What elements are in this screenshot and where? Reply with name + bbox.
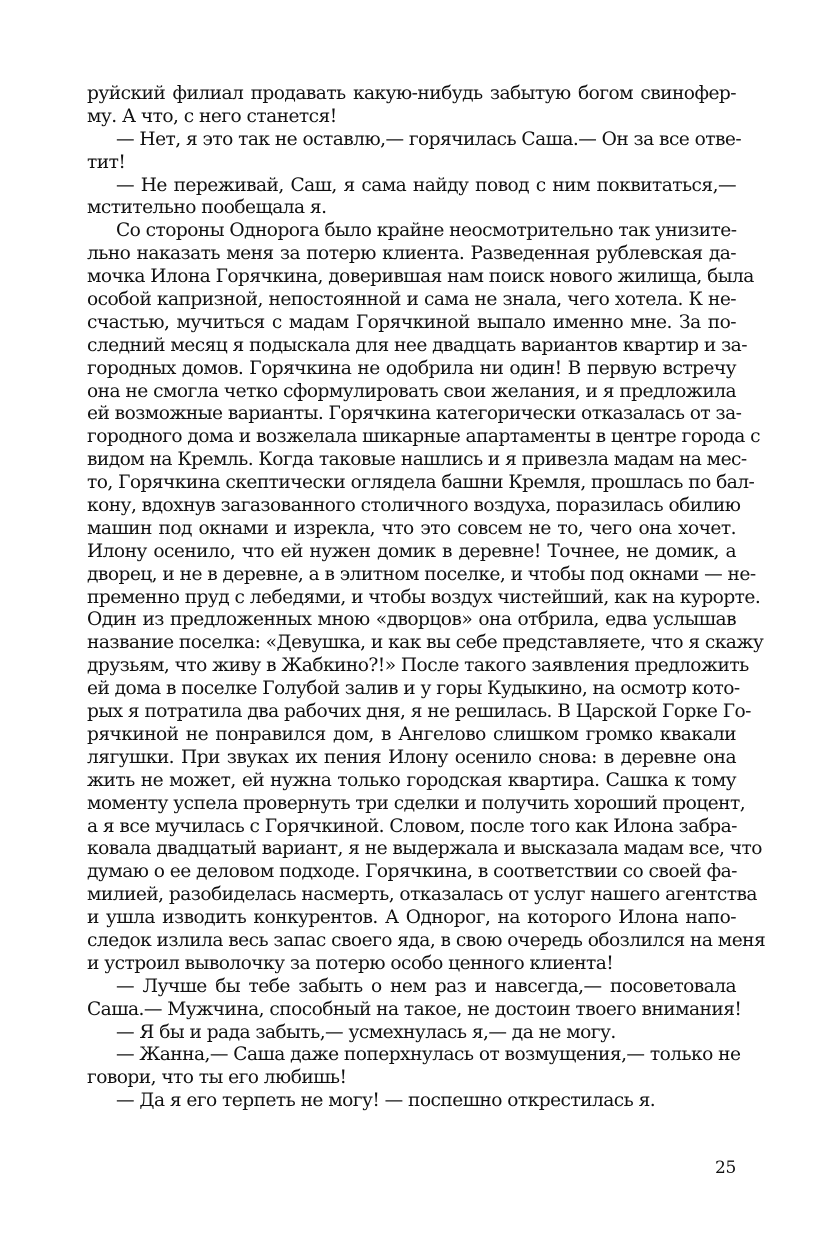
text-line: — Нет, я это так не оставлю,— горячилась Саша.— Он за все отве-: [116, 128, 742, 150]
text-line: и устроил выволочку за потерю особо ценного клиента!: [87, 952, 614, 974]
text-line: она не смогла четко сформулировать свои желания, и я предложила: [87, 380, 736, 402]
text-line: и ушла изводить конкурентов. А Однорог, на которого Илона напо-: [87, 907, 736, 929]
text-line: жить не может, ей нужна только городская квартира. Сашка к тому: [87, 769, 736, 791]
text-line: мочка Илона Горячкина, доверившая нам поиск нового жилища, была: [87, 266, 754, 288]
text-line: моменту успела провернуть три сделки и получить хороший процент,: [87, 792, 746, 814]
text-line: милией, разобиделась насмерть, отказалась от услуг нашего агентства: [87, 884, 757, 906]
text-line: Илону осенило, что ей нужен домик в деревне! Точнее, не домик, а: [87, 540, 736, 562]
text-line: рячкиной не понравился дом, в Ангелово слишком громко квакали: [87, 723, 736, 745]
text-line: машин под окнами и изрекла, что это совсем не то, чего она хочет.: [87, 517, 736, 539]
text-line: — Лучше бы тебе забыть о нем раз и навсегда,— посоветовала: [116, 975, 736, 997]
text-line: говори, что ты его любишь!: [87, 1067, 347, 1089]
text-line: льно наказать меня за потерю клиента. Разведенная рублевская да-: [87, 243, 736, 265]
text-line: — Я бы и рада забыть,— усмехнулась я,— да не могу.: [116, 1021, 616, 1043]
page-number: 25: [714, 1158, 736, 1178]
text-line: му. А что, с него станется!: [87, 105, 337, 127]
text-line: следок излила весь запас своего яда, в свою очередь обозлился на меня: [87, 929, 766, 951]
text-line: видом на Кремль. Когда таковые нашлись и я привезла мадам на мес-: [87, 449, 747, 471]
text-line: городного дома и возжелала шикарные апартаменты в центре города с: [87, 426, 761, 448]
text-line: — Не переживай, Саш, я сама найду повод с ним поквитаться,—: [116, 174, 736, 196]
text-line: рых я потратила два рабочих дня, я не решилась. В Царской Горке Го-: [87, 701, 751, 723]
text-line: пременно пруд с лебедями, и чтобы воздух чистейший, как на курорте.: [87, 586, 761, 608]
text-line: Со стороны Однорога было крайне неосмотрительно так унизите-: [116, 220, 737, 242]
text-line: особой капризной, непостоянной и сама не знала, чего хотела. К не-: [87, 289, 736, 311]
text-line: — Жанна,— Саша даже поперхнулась от возмущения,— только не: [116, 1044, 741, 1066]
text-line: друзьям, что живу в Жабкино?!» После такого заявления предложить: [87, 655, 749, 677]
text-line: руйский филиал продавать какую-нибудь забытую богом свинофер-: [87, 83, 736, 104]
text-line: ей возможные варианты. Горячкина категорически отказалась от за-: [87, 403, 742, 425]
text-line: мстительно пообещала я.: [87, 197, 327, 219]
text-line: городных домов. Горячкина не одобрила ни один! В первую встречу: [87, 357, 736, 379]
text-line: дворец, и не в деревне, а в элитном поселке, и чтобы под окнами — не-: [87, 563, 756, 585]
text-line: следний месяц я подыскала для нее двадцать вариантов квартир и за-: [87, 334, 747, 356]
text-line: счастью, мучиться с мадам Горячкиной выпало именно мне. За по-: [87, 311, 736, 333]
text-line: — Да я его терпеть не могу! — поспешно открестилась я.: [116, 1090, 656, 1112]
text-line: Один из предложенных мною «дворцов» она отбрила, едва услышав: [87, 609, 736, 631]
text-line: кону, вдохнув загазованного столичного воздуха, поразилась обилию: [87, 495, 741, 517]
text-line: то, Горячкина скептически оглядела башни Кремля, прошлась по бал-: [87, 472, 755, 494]
text-line: ей дома в поселке Голубой залив и у горы Кудыкино, на осмотр кото-: [87, 678, 740, 700]
text-line: ковала двадцатый вариант, я не выдержала и высказала мадам все, что: [87, 838, 762, 860]
text-line: название поселка: «Девушка, и как вы себе представляете, что я скажу: [87, 632, 764, 654]
text-line: думаю о ее деловом подходе. Горячкина, в соответствии со своей фа-: [87, 861, 737, 883]
text-line: лягушки. При звуках их пения Илону осенило снова: в деревне она: [87, 746, 736, 768]
text-line: а я все мучилась с Горячкиной. Словом, после того как Илона забра-: [87, 815, 737, 837]
book-page-text: [87, 83, 766, 1113]
text-line: Саша.— Мужчина, способный на такое, не достоин твоего внимания!: [87, 998, 742, 1020]
text-line: тит!: [87, 151, 126, 173]
